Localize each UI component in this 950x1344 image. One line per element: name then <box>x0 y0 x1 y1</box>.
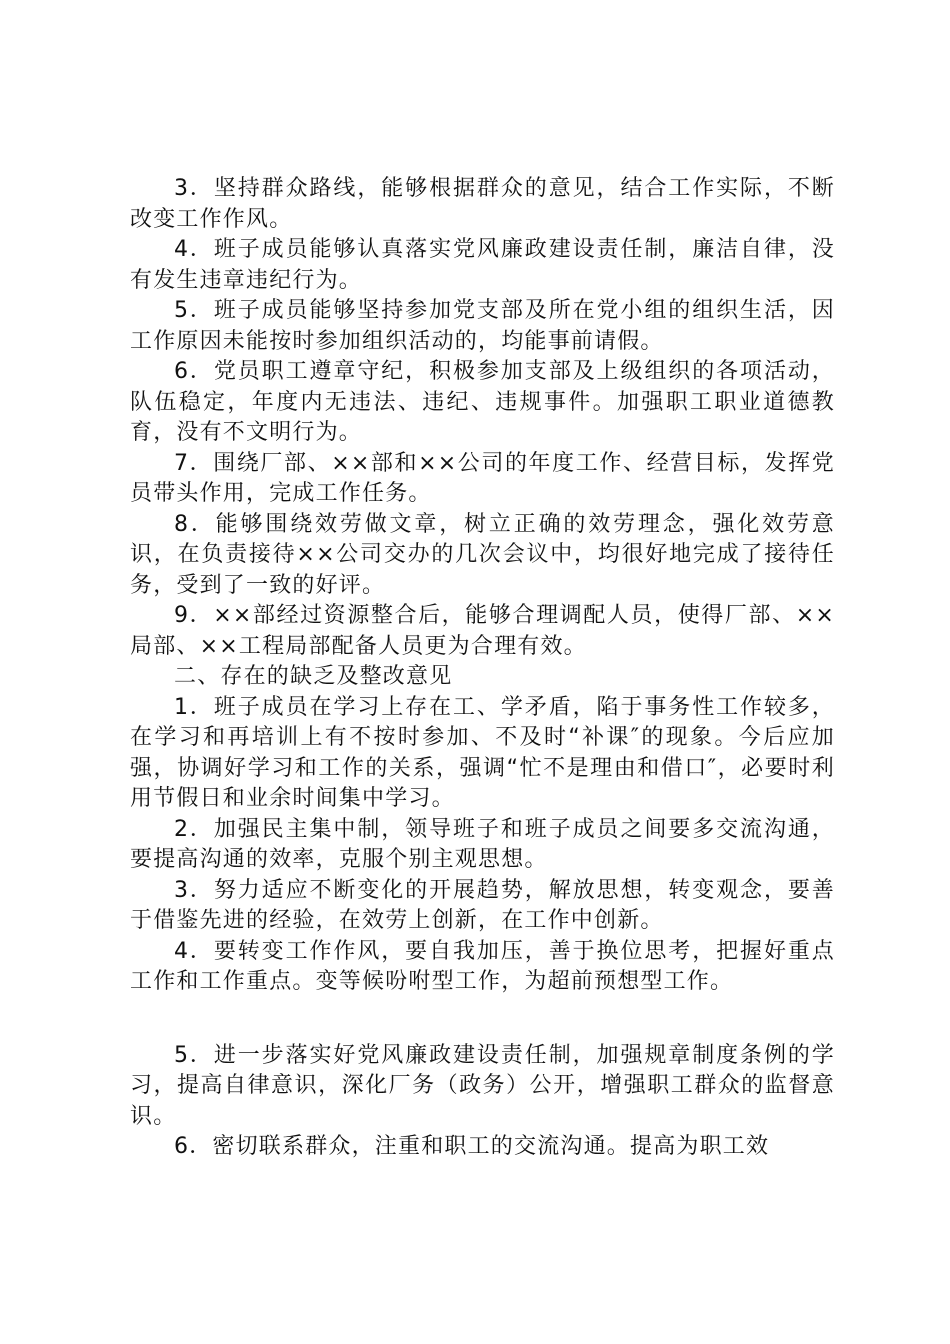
improvement-item-1: 1．班子成员在学习上存在工、学矛盾，陷于事务性工作较多，在学习和再培训上有不按时参加、不及时“补课″的现象。今后应加强，协调好学习和工作的关系，强调“忙不是理由和借口″，必要时利用节假日和业余时间集中学习。 <box>130 694 835 811</box>
paragraph-gap <box>130 998 835 1041</box>
paragraph-item-8: 8．能够围绕效劳做文章，树立正确的效劳理念，强化效劳意识，在负责接待××公司交办的几次会议中，均很好地完成了接待任务，受到了一致的好评。 <box>130 511 835 598</box>
document-body <box>130 174 835 1163</box>
paragraph-item-7: 7．围绕厂部、××部和××公司的年度工作、经营目标，发挥党员带头作用，完成工作任务。 <box>130 450 835 506</box>
improvement-item-4: 4．要转变工作作风，要自我加压，善于换位思考，把握好重点工作和工作重点。变等候吩咐型工作，为超前预想型工作。 <box>130 938 835 994</box>
paragraph-item-4: 4．班子成员能够认真落实党风廉政建设责任制，廉洁自律，没有发生违章违纪行为。 <box>130 237 835 293</box>
improvement-item-5: 5．进一步落实好党风廉政建设责任制，加强规章制度条例的学习，提高自律意识，深化厂务（政务）公开，增强职工群众的监督意识。 <box>130 1042 835 1129</box>
paragraph-item-3: 3．坚持群众路线，能够根据群众的意见，结合工作实际，不断改变工作作风。 <box>130 176 835 232</box>
improvement-item-6: 6．密切联系群众，注重和职工的交流沟通。提高为职工效 <box>174 1134 770 1159</box>
paragraph-item-6: 6．党员职工遵章守纪，积极参加支部及上级组织的各项活动，队伍稳定，年度内无违法、违纪、违规事件。加强职工职业道德教育，没有不文明行为。 <box>130 359 835 445</box>
section-heading: 二、存在的缺乏及整改意见 <box>174 664 453 689</box>
improvement-item-2: 2．加强民主集中制，领导班子和班子成员之间要多交流沟通，要提高沟通的效率，克服个别主观思想。 <box>130 816 835 872</box>
improvement-item-3: 3．努力适应不断变化的开展趋势，解放思想，转变观念，要善于借鉴先进的经验，在效劳上创新，在工作中创新。 <box>130 877 835 933</box>
paragraph-item-9: 9．××部经过资源整合后，能够合理调配人员，使得厂部、××局部、××工程局部配备人员更为合理有效。 <box>130 603 835 659</box>
paragraph-item-5: 5．班子成员能够坚持参加党支部及所在党小组的组织生活，因工作原因未能按时参加组织活动的，均能事前请假。 <box>130 298 835 354</box>
